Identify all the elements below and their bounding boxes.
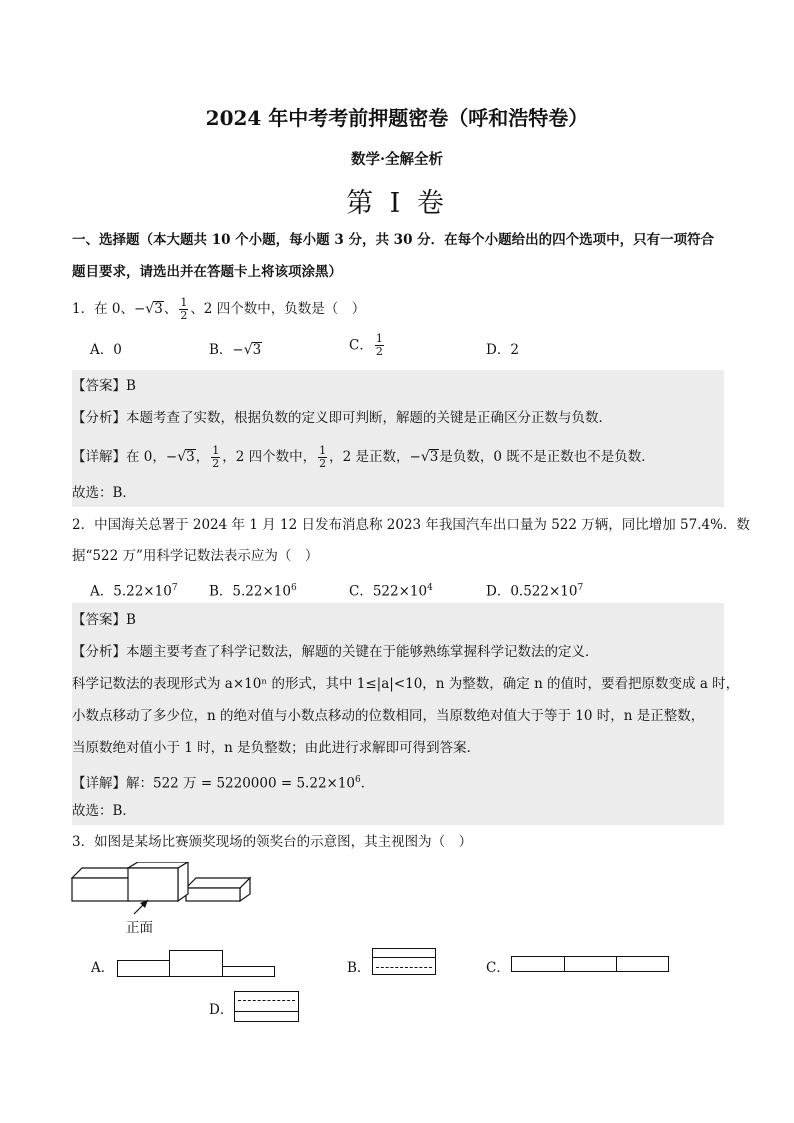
front-view-d-hidden-line — [238, 1000, 295, 1001]
front-view-c-left — [511, 956, 565, 972]
q3-option-b-label: B． — [347, 960, 371, 976]
section-intro-line2: 题目要求，请选出并在答题卡上将该项涂黑） — [72, 264, 342, 280]
q2-para3: 当原数绝对值小于 1 时，n 是负整数；由此进行求解即可得到答案． — [72, 740, 481, 756]
q3-stem: 3．如图是某场比赛颁奖现场的领奖台的示意图，其主视图为（ ） — [72, 834, 473, 850]
q1-answer: 【答案】B — [72, 378, 136, 394]
q2-choose: 故选：B． — [72, 803, 136, 819]
q1-choose: 故选：B． — [72, 485, 136, 501]
front-view-d-line — [234, 1011, 299, 1012]
front-view-a-middle — [169, 950, 223, 977]
section-intro-line1: 一、选择题（本大题共 10 个小题，每小题 3 分，共 30 分．在每个小题给出的四个选项中，只有一项符合 — [72, 232, 715, 248]
front-view-c-right — [616, 956, 669, 972]
q1-option-a: A．0 — [90, 342, 122, 358]
q1-option-c: C． $\frac{1}{2}$ — [349, 332, 383, 358]
fraction-half: $\frac{1}{2}$ — [212, 444, 220, 470]
podium-figure — [68, 862, 258, 940]
q2-para1: 科学记数法的表现形式为 a×10ⁿ 的形式，其中 1≤|a|<10，n 为整数，确定 n 的值时，要看把原数变成 a 时， — [72, 676, 740, 692]
radicand: 3 — [154, 301, 163, 317]
q3-option-a-label: A． — [91, 960, 115, 976]
q2-option-b: B．$5.22\times 10^6$ — [209, 583, 297, 600]
q2-analysis: 【分析】本题主要考查了科学记数法，解题的关键在于能够熟练掌握科学记数法的定义． — [72, 644, 599, 660]
q2-stem-line1: 2．中国海关总署于 2024 年 1 月 12 日发布消息称 2023 年我国汽车出口量为 522 万辆，同比增加 57.4%．数 — [72, 517, 750, 533]
fraction-half: $\frac{1}{2}$ — [375, 332, 383, 358]
front-label: 正面 — [126, 920, 153, 936]
q2-detail: 【详解】解：522 万 = $5220000 = 5.22\times 10^6$． — [72, 775, 375, 792]
fraction-half: $\frac{1}{2}$ — [180, 296, 188, 322]
volume-heading: 第 I 卷 — [346, 188, 448, 219]
q1-option-d: D．2 — [486, 342, 519, 358]
q1-analysis: 【分析】本题考查了实数，根据负数的定义即可判断，解题的关键是正确区分正数与负数． — [72, 410, 612, 426]
q1-stem-end: 、2 四个数中，负数是（ ） — [190, 301, 366, 317]
q3-option-d-label: D． — [209, 1002, 234, 1018]
fraction-half: $\frac{1}{2}$ — [319, 444, 327, 470]
front-view-a-left — [117, 960, 170, 977]
q2-option-c: C．$522\times 10^4$ — [349, 583, 433, 600]
q2-stem-line2: 据“522 万”用科学记数法表示应为（ ） — [72, 548, 319, 564]
sqrt-icon: √ — [177, 449, 187, 465]
front-view-a-right — [222, 966, 275, 977]
q1-option-b: B．−√3 — [209, 342, 262, 358]
front-view-c-middle — [564, 956, 617, 972]
front-view-d — [234, 991, 299, 1022]
sqrt-icon: √ — [145, 301, 155, 317]
q2-answer: 【答案】B — [72, 612, 136, 628]
sqrt-icon: √ — [420, 449, 430, 465]
front-view-b-line — [372, 957, 436, 958]
q1-answer-block — [72, 370, 724, 507]
page-subtitle: 数学·全解全析 — [350, 151, 444, 168]
q2-para2: 小数点移动了多少位，n 的绝对值与小数点移动的位数相同，当原数绝对值大于等于 10 时，n 是正整数， — [72, 708, 705, 724]
q1-stem-text: 1．在 0、 — [72, 301, 134, 317]
front-view-b-hidden-line — [376, 967, 432, 968]
front-view-b — [372, 948, 436, 975]
q1-detail: 【详解】在 0，−√3， $\frac{1}{2}$ ，2 四个数中， $\frac{1}{2}$ ，2 是正数，−√3是负数，0 既不是正数也不是负数． — [72, 444, 655, 470]
page-title: 2024 年中考考前押题密卷（呼和浩特卷） — [205, 106, 589, 130]
sqrt-icon: √ — [243, 342, 253, 358]
q1-stem-sep: 、 — [163, 301, 178, 317]
q2-option-a: A．$5.22\times 10^7$ — [90, 583, 178, 600]
q2-option-d: D．$0.522\times 10^7$ — [486, 583, 584, 600]
q1-stem — [72, 297, 365, 322]
minus-sign: − — [133, 301, 146, 317]
q3-option-c-label: C． — [486, 960, 510, 976]
